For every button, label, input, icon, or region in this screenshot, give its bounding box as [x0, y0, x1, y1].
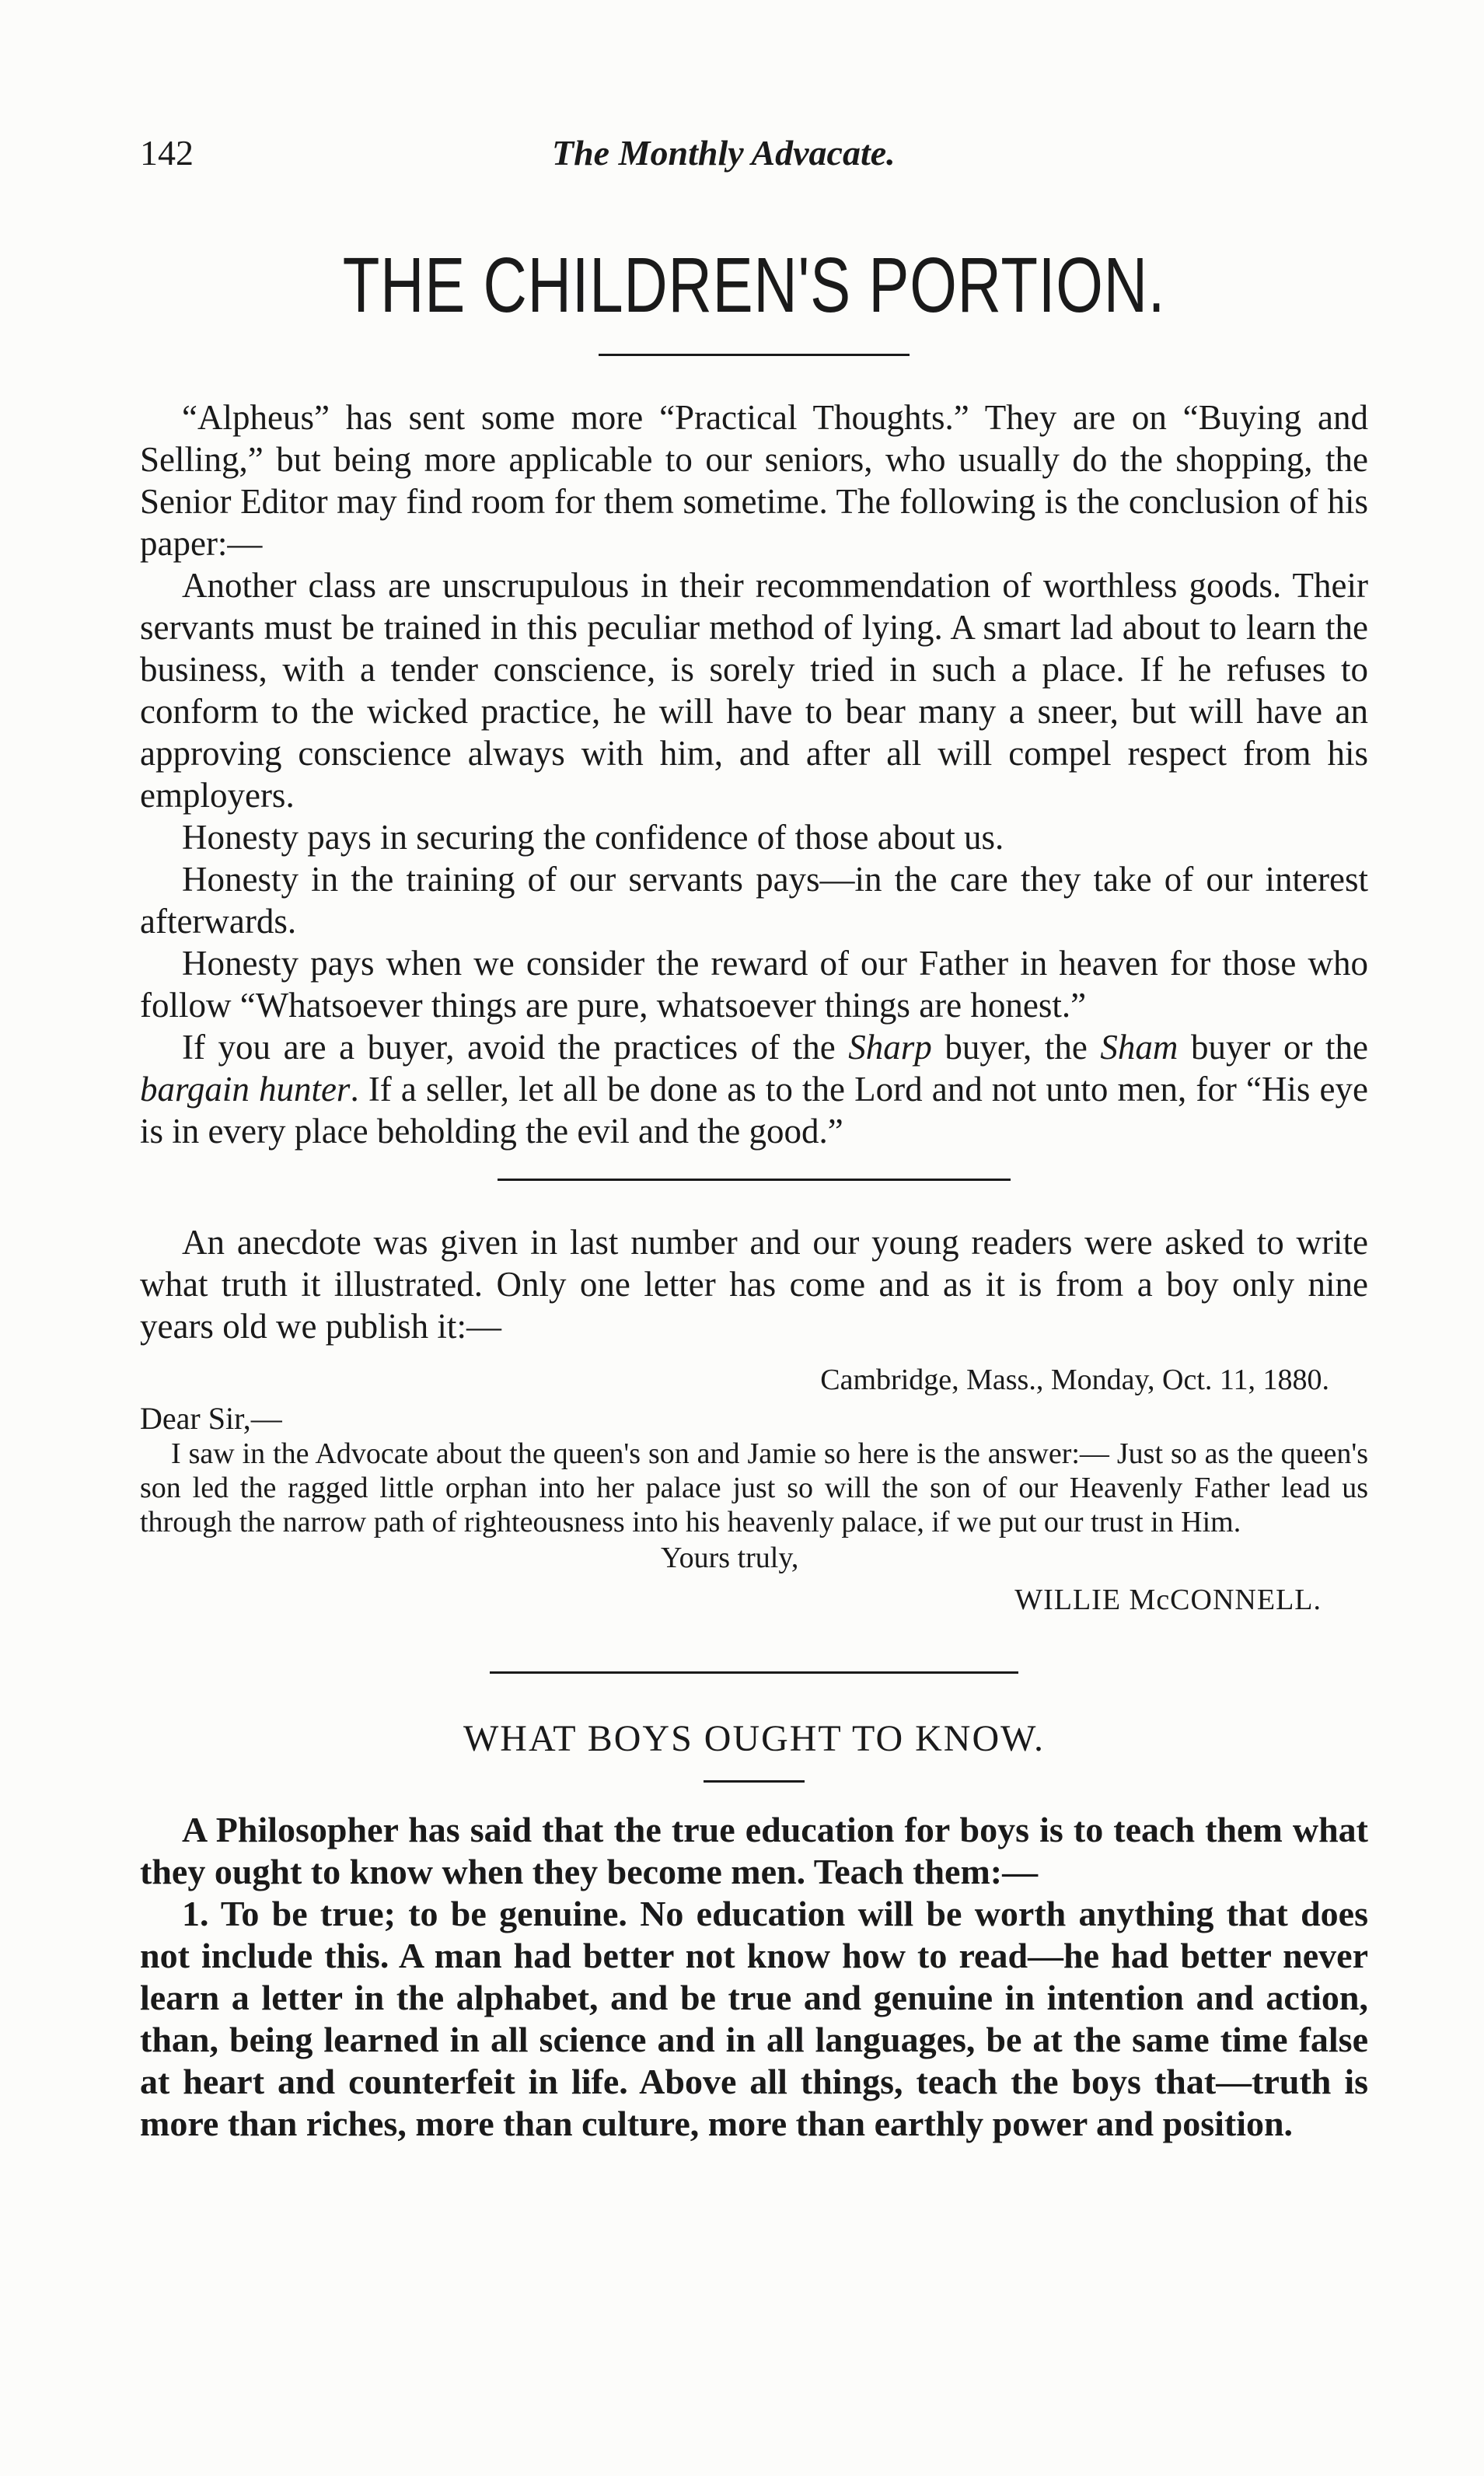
section-divider [498, 1179, 1011, 1181]
italic-sham: Sham [1100, 1028, 1178, 1067]
letter-closing: Yours truly, [661, 1542, 799, 1574]
paragraph: Honesty pays in securing the confidence of those about us. [182, 818, 1004, 857]
letter-body [140, 1437, 1368, 1539]
subheading-boys: WHAT BOYS OUGHT TO KNOW. [463, 1718, 1046, 1759]
title-divider [599, 354, 910, 356]
paragraph-buyer-seller: If you are a buyer, avoid the practices of the Sharp buyer, the Sham buyer or the bargain hunter. If a seller, let all be done as to the Lord and not unto men, for “His eye is in every place beholding the evil and the good.” [140, 1028, 1368, 1151]
letter-paragraph: I saw in the Advocate about the queen's son and Jamie so here is the answer:— Just so as the queen's son led the ragged little orphan into her palace just so will the son of our Heavenly Father lead us through the narrow path of righteousness into his heavenly palace, if we put our trust in Him. [140, 1437, 1368, 1538]
section-alpheus [140, 396, 1368, 1152]
section-letter [140, 1221, 1368, 1617]
subheading-divider [704, 1780, 805, 1783]
letter-salutation: Dear Sir,— [140, 1401, 282, 1436]
paragraph: Another class are unscrupulous in their recommendation of worthless goods. Their servants must be trained in this peculiar method of lying. A smart lad about to learn the business, with a tender conscience, is sorely tried in such a place. If he refuses to conform to the wicked practice, he will have to bear many a sneer, but will have an approving conscience always with him, and after all will compel respect from his employers. [140, 566, 1368, 815]
article-title: THE CHILDREN'S PORTION. [342, 242, 1166, 329]
paragraph: A Philosopher has said that the true education for boys is to teach them what they ought to know when they become men. Teach them:— [140, 1810, 1368, 1891]
section-divider [490, 1671, 1018, 1674]
italic-bargain-hunter: bargain hunter [140, 1070, 351, 1109]
running-header [140, 117, 1368, 187]
page [140, 117, 1368, 2145]
italic-sharp: Sharp [848, 1028, 932, 1067]
paragraph: 1. To be true; to be genuine. No education will be worth anything that does not include this. A man had better not know how to read—he had better never learn a letter in the alphabet, and be true and genuine in intention and action, than, being learned in all science and in all languages, be at the same time false at heart and counterfeit in life. Above all things, teach the boys that—truth is more than riches, more than culture, more than earthly power and position. [140, 1894, 1368, 2143]
paragraph: Honesty pays when we consider the reward of our Father in heaven for those who follow “Whatsoever things are pure, whatsoever things are honest.” [140, 944, 1368, 1025]
paragraph: Honesty in the training of our servants pays—in the care they take of our interest afterwards. [140, 860, 1368, 941]
letter-signature: WILLIE McCONNELL. [1014, 1584, 1322, 1616]
paragraph: “Alpheus” has sent some more “Practical Thoughts.” They are on “Buying and Selling,” but being more applicable to our seniors, who usually do the shopping, the Senior Editor may find room for them sometime. The following is the conclusion of his paper:— [140, 398, 1368, 563]
page-number: 142 [140, 133, 194, 173]
section-boys [140, 1809, 1368, 2145]
letter-dateline: Cambridge, Mass., Monday, Oct. 11, 1880. [820, 1364, 1329, 1396]
letter-intro: An anecdote was given in last number and our young readers were asked to write what truth it illustrated. Only one letter has come and as it is from a boy only nine years old we publish it:— [140, 1223, 1368, 1346]
journal-title: The Monthly Advacate. [552, 133, 896, 173]
